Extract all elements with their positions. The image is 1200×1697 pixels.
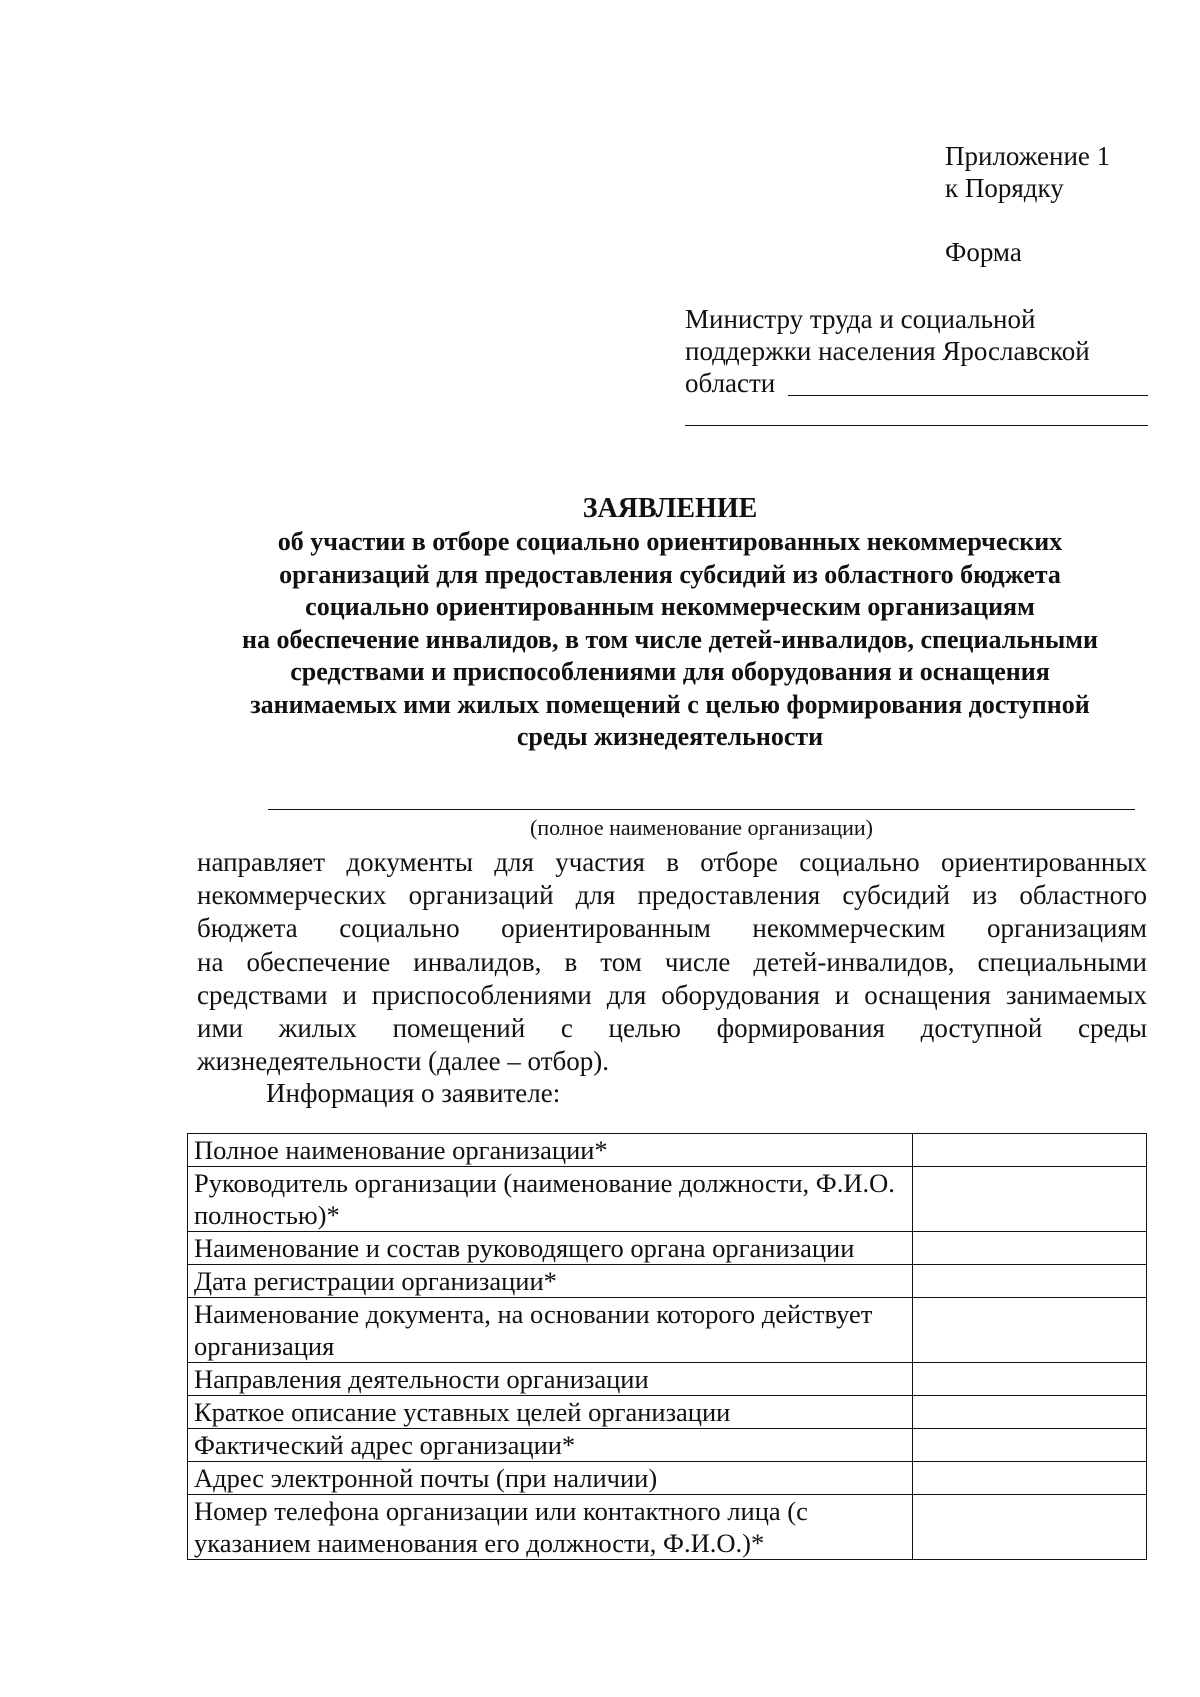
table-row: [188, 1363, 1147, 1396]
row-value-field[interactable]: [912, 1265, 1146, 1298]
body-line: некоммерческих организаций для предоставления субсидий из областного: [197, 880, 1147, 911]
organization-name-caption: (полное наименование организации): [530, 815, 873, 840]
body-line: средствами и приспособлениями для оборудования и оснащения занимаемых: [197, 979, 1147, 1010]
row-label: Направления деятельности организации: [188, 1363, 913, 1396]
row-value-field[interactable]: [912, 1298, 1146, 1363]
row-value-field[interactable]: [912, 1167, 1146, 1232]
document-title-block: [150, 492, 1190, 754]
row-value-field[interactable]: [912, 1429, 1146, 1462]
row-value-field[interactable]: [912, 1495, 1146, 1560]
body-line: ими жилых помещений с целью формирования доступной среды: [197, 1012, 1147, 1043]
row-value-field[interactable]: [912, 1134, 1146, 1167]
subtitle-line: среды жизнедеятельности: [516, 722, 824, 751]
table-row: [188, 1134, 1147, 1167]
row-label: Краткое описание уставных целей организации: [188, 1396, 913, 1429]
organization-name-fill-line[interactable]: [268, 809, 1135, 810]
table-row: [188, 1429, 1147, 1462]
form-label: Форма: [945, 237, 1022, 267]
subtitle-line: занимаемых ими жилых помещений с целью формирования доступной: [250, 689, 1090, 719]
addressee-fill-line-1[interactable]: [788, 395, 1148, 396]
subtitle-line: организаций для предоставления субсидий из областного бюджета: [279, 559, 1061, 589]
appendix-label: Приложение 1: [945, 141, 1111, 171]
row-label: Наименование документа, на основании которого действует организация: [188, 1298, 913, 1363]
row-label: Номер телефона организации или контактного лица (с указанием наименования его должности, Ф.И.О.)*: [188, 1495, 913, 1560]
table-row: [188, 1232, 1147, 1265]
subtitle-line: об участии в отборе социально ориентированных некоммерческих: [277, 527, 1063, 556]
row-value-field[interactable]: [912, 1462, 1146, 1495]
table-row: [188, 1167, 1147, 1232]
row-label: Наименование и состав руководящего органа организации: [188, 1232, 913, 1265]
table-row: [188, 1462, 1147, 1495]
body-line: направляет документы для участия в отборе социально ориентированных: [197, 847, 1147, 877]
body-line: бюджета социально ориентированным некоммерческим организациям: [197, 913, 1147, 944]
row-label: Руководитель организации (наименование должности, Ф.И.О. полностью)*: [188, 1167, 913, 1232]
to-order-label: к Порядку: [945, 173, 1064, 203]
table-row: [188, 1298, 1147, 1363]
body-line: жизнедеятельности (далее – отбор).: [197, 1046, 609, 1077]
row-value-field[interactable]: [912, 1396, 1146, 1429]
row-value-field[interactable]: [912, 1363, 1146, 1396]
body-paragraph: [197, 846, 1147, 1078]
addressee-line-2: поддержки населения Ярославской: [685, 336, 1090, 366]
body-line: на обеспечение инвалидов, в том числе детей-инвалидов, специальными: [197, 946, 1147, 977]
addressee-line-1: Министру труда и социальной: [685, 304, 1036, 334]
row-value-field[interactable]: [912, 1232, 1146, 1265]
row-label: Адрес электронной почты (при наличии): [188, 1462, 913, 1495]
table-row: [188, 1396, 1147, 1429]
document-title: ЗАЯВЛЕНИЕ: [582, 493, 758, 524]
applicant-info-heading: Информация о заявителе:: [266, 1078, 561, 1108]
row-label: Полное наименование организации*: [188, 1134, 913, 1167]
table-row: [188, 1495, 1147, 1560]
applicant-info-table: [187, 1133, 1147, 1560]
subtitle-line: на обеспечение инвалидов, в том числе детей-инвалидов, специальными: [242, 624, 1098, 654]
table-row: [188, 1265, 1147, 1298]
addressee-line-3: области: [685, 368, 776, 398]
subtitle-line: средствами и приспособлениями для оборудования и оснащения: [290, 657, 1050, 686]
addressee-fill-line-2[interactable]: [685, 425, 1148, 426]
document-subtitle: [150, 526, 1190, 754]
row-label: Фактический адрес организации*: [188, 1429, 913, 1462]
row-label: Дата регистрации организации*: [188, 1265, 913, 1298]
subtitle-line: социально ориентированным некоммерческим организациям: [305, 592, 1035, 621]
